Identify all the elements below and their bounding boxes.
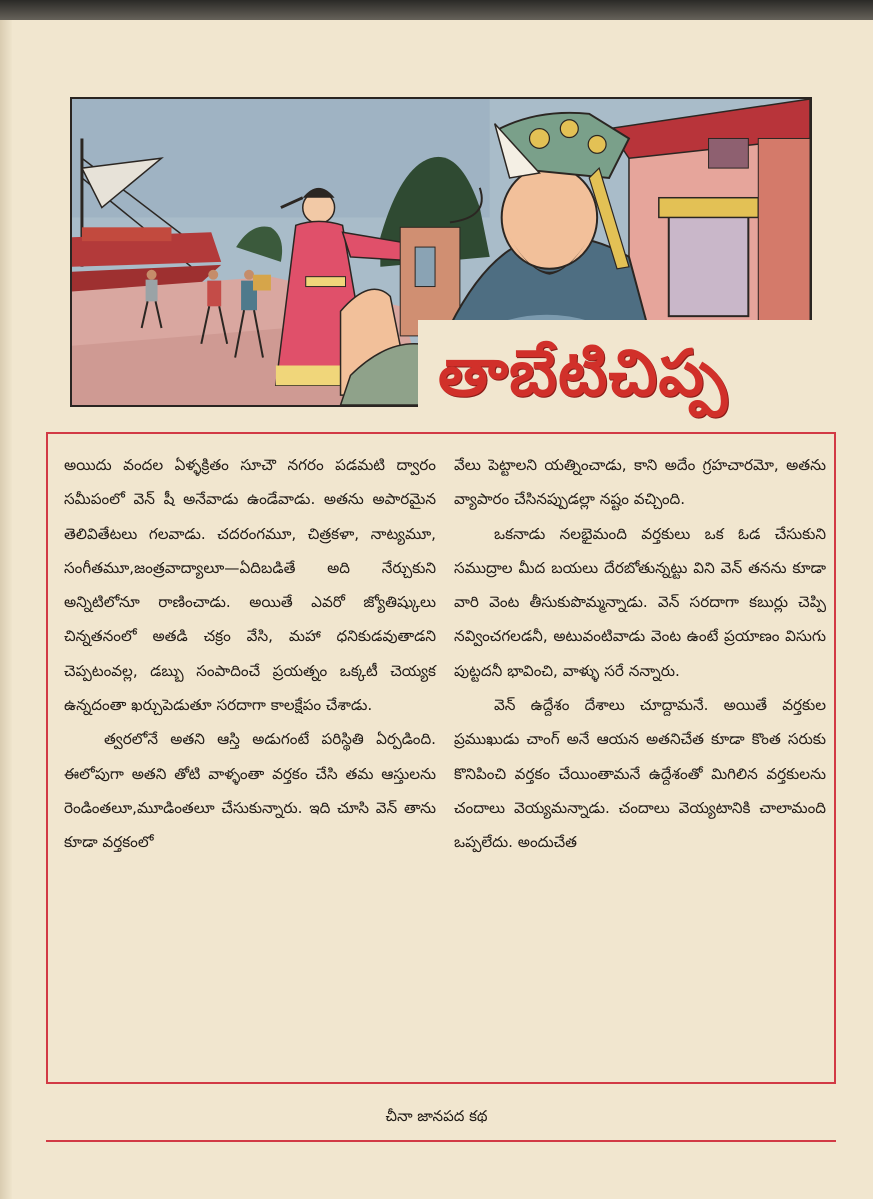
paragraph: వేలు పెట్టాలని యత్నించాడు, కాని అదేం గ్రహచారమో, అతను వ్యాపారం చేసినప్పుడల్లా నష్టం వచ్చింది. [454,456,826,509]
paragraph: అయిదు వందల ఏళ్ళక్రితం సూచౌ నగరం పడమటి ద్వారం సమీపంలో వెన్ షీ అనేవాడు ఉండేవాడు. అతను అపారమైన తెలివితేటలు గలవాడు. చదరంగమూ, చిత్రకళా, నాట్యమూ, సంగీతమూ,జంత్రవాద్యాలూ—ఏదిబడితే అది నేర్చుకుని అన్నిటిలోనూ రాణించాడు. అయితే ఎవరో జ్యోతిష్కులు చిన్నతనంలో అతడి చక్రం వేసి, మహా ధనికుడవుతాడని చెప్పటంవల్ల, డబ్బు సంపాదించే ప్రయత్నం ఒక్కటీ చెయ్యక ఉన్నదంతా ఖర్చుపెడుతూ సరదాగా కాలక్షేపం చేశాడు. [64,456,436,715]
page-binding-edge [0,20,12,1199]
paragraph: ఒకనాడు నలభైమంది వర్తకులు ఒక ఓడ చేసుకుని సముద్రాల మీద బయలు దేరబోతున్నట్టు విని వెన్ తనను కూడా వారి వెంట తీసుకుపొమ్మన్నాడు. వెన్ సరదాగా కబుర్లు చెప్పి నవ్వించగలడనీ, అటువంటివాడు వెంట ఉంటే ప్రయాణం విసుగు పుట్టదనీ భావించి, వాళ్ళు సరే నన్నారు. [454,524,826,680]
paragraph: త్వరలోనే అతని ఆస్తి అడుగంటే పరిస్థితి ఏర్పడింది. ఈలోపుగా అతని తోటి వాళ్ళంతా వర్తకం చేసి తమ ఆస్తులను రెండింతలూ,మూడింతలూ చేసుకున్నారు. ఇది చూసి వెన్ తాను కూడా వర్తకంలో [64,730,436,852]
story-column-right [454,448,826,860]
story-title: తాబేటిచిప్ప [438,337,729,411]
footer-divider [46,1140,836,1142]
story-column-left [64,448,436,860]
paragraph: వెన్ ఉద్దేశం దేశాలు చూద్దామనే. అయితే వర్తకుల ప్రముఖుడు చాంగ్ అనే ఆయన అతనిచేత కూడా కొంత సరుకు కొనిపించి వర్తకం చేయింతామనే ఉద్దేశంతో మిగిలిన వర్తకులను చందాలు వెయ్యమన్నాడు. చందాలు వెయ్యటానికి చాలామంది ఒప్పలేదు. అందుచేత [454,696,826,852]
footer-genre-label: చీనా జానపద కథ [385,1107,488,1125]
story-text-frame [46,432,836,1084]
scan-top-edge [0,0,873,20]
